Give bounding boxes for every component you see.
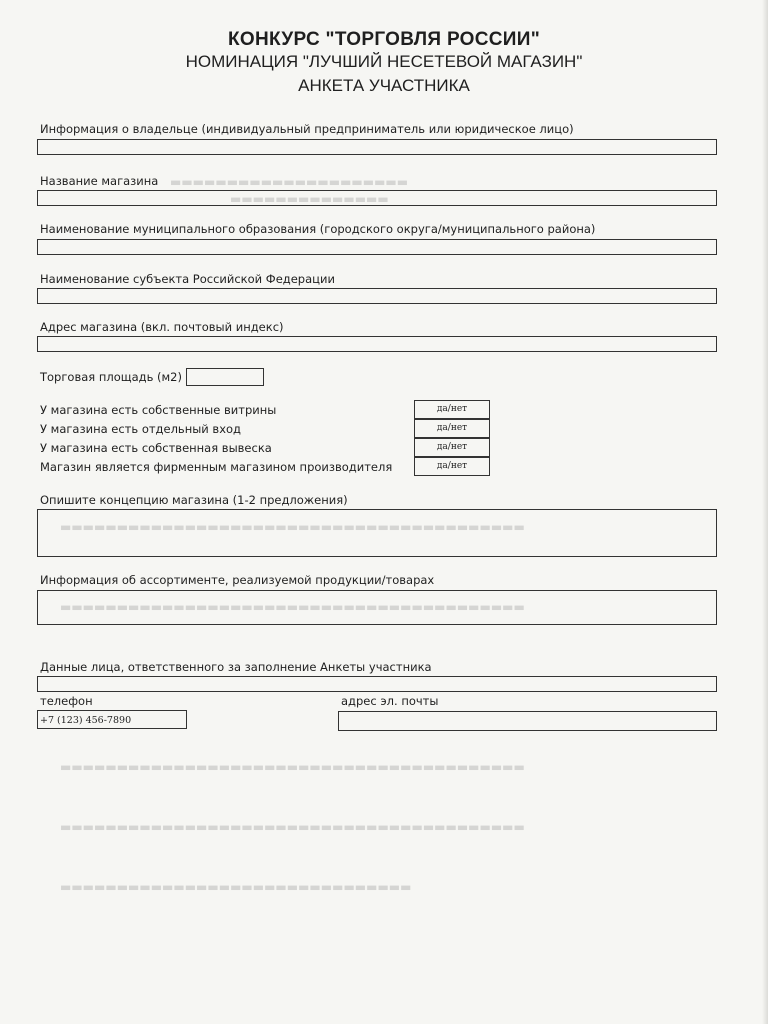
store-name-label: Название магазина [40,174,159,188]
nomination-title: НОМИНАЦИЯ "ЛУЧШИЙ НЕСЕТЕВОЙ МАГАЗИН" [185,52,583,71]
bleed-through-mark: ▬▬▬▬▬▬▬▬▬▬▬▬▬▬ [230,192,389,206]
bleed-through-mark: ▬▬▬▬▬▬▬▬▬▬▬▬▬▬▬▬▬▬▬▬▬▬▬▬▬▬▬▬▬▬▬▬▬▬▬▬▬▬▬▬▬ [60,520,525,534]
region-field[interactable] [37,288,717,304]
contact-label: Данные лица, ответственного за заполнение Анкеты участника [40,660,432,674]
municipality-label: Наименование муниципального образования (городского округа/муниципального района) [40,222,596,236]
entrance-yesno-field[interactable]: да/нет [414,419,490,438]
bleed-through-mark: ▬▬▬▬▬▬▬▬▬▬▬▬▬▬▬▬▬▬▬▬▬ [170,175,409,189]
yesno-question-label: Магазин является фирменным магазином производителя [40,460,393,474]
contest-title: КОНКУРС "ТОРГОВЛЯ РОССИИ" [227,29,541,50]
bleed-through-mark: ▬▬▬▬▬▬▬▬▬▬▬▬▬▬▬▬▬▬▬▬▬▬▬▬▬▬▬▬▬▬▬▬▬▬▬▬▬▬▬▬▬ [60,600,525,614]
brand-store-yesno-field[interactable]: да/нет [414,457,490,476]
email-label: адрес эл. почты [341,694,439,708]
bleed-through-mark: ▬▬▬▬▬▬▬▬▬▬▬▬▬▬▬▬▬▬▬▬▬▬▬▬▬▬▬▬▬▬▬ [60,880,412,894]
concept-field[interactable] [37,509,717,557]
bleed-through-mark: ▬▬▬▬▬▬▬▬▬▬▬▬▬▬▬▬▬▬▬▬▬▬▬▬▬▬▬▬▬▬▬▬▬▬▬▬▬▬▬▬▬ [60,760,525,774]
region-label: Наименование субъекта Российской Федерации [40,272,335,286]
yesno-question-label: У магазина есть собственные витрины [40,403,277,417]
yesno-question-label: У магазина есть отдельный вход [40,422,242,436]
address-field[interactable] [37,336,717,352]
area-label: Торговая площадь (м2) [40,370,182,384]
owner-label: Информация о владельце (индивидуальный предприниматель или юридическое лицо) [40,122,574,136]
signboard-yesno-field[interactable]: да/нет [414,438,490,457]
showcase-yesno-field[interactable]: да/нет [414,400,490,419]
concept-label: Опишите концепцию магазина (1-2 предложения) [40,493,348,507]
yesno-question-label: У магазина есть собственная вывеска [40,441,272,455]
email-field[interactable] [338,711,717,731]
area-field[interactable] [186,368,264,386]
assortment-field[interactable] [37,590,717,625]
phone-label: телефон [40,694,93,708]
owner-field[interactable] [37,139,717,155]
municipality-field[interactable] [37,239,717,255]
bleed-through-mark: ▬▬▬▬▬▬▬▬▬▬▬▬▬▬▬▬▬▬▬▬▬▬▬▬▬▬▬▬▬▬▬▬▬▬▬▬▬▬▬▬▬ [60,820,525,834]
assortment-label: Информация об ассортименте, реализуемой продукции/товарах [40,573,435,587]
address-label: Адрес магазина (вкл. почтовый индекс) [40,320,284,334]
form-title: АНКЕТА УЧАСТНИКА [298,76,470,95]
store-name-field[interactable] [37,190,717,206]
contact-field[interactable] [37,676,717,692]
paper-edge-shadow [762,0,768,1024]
phone-field[interactable]: +7 (123) 456-7890 [37,710,187,729]
